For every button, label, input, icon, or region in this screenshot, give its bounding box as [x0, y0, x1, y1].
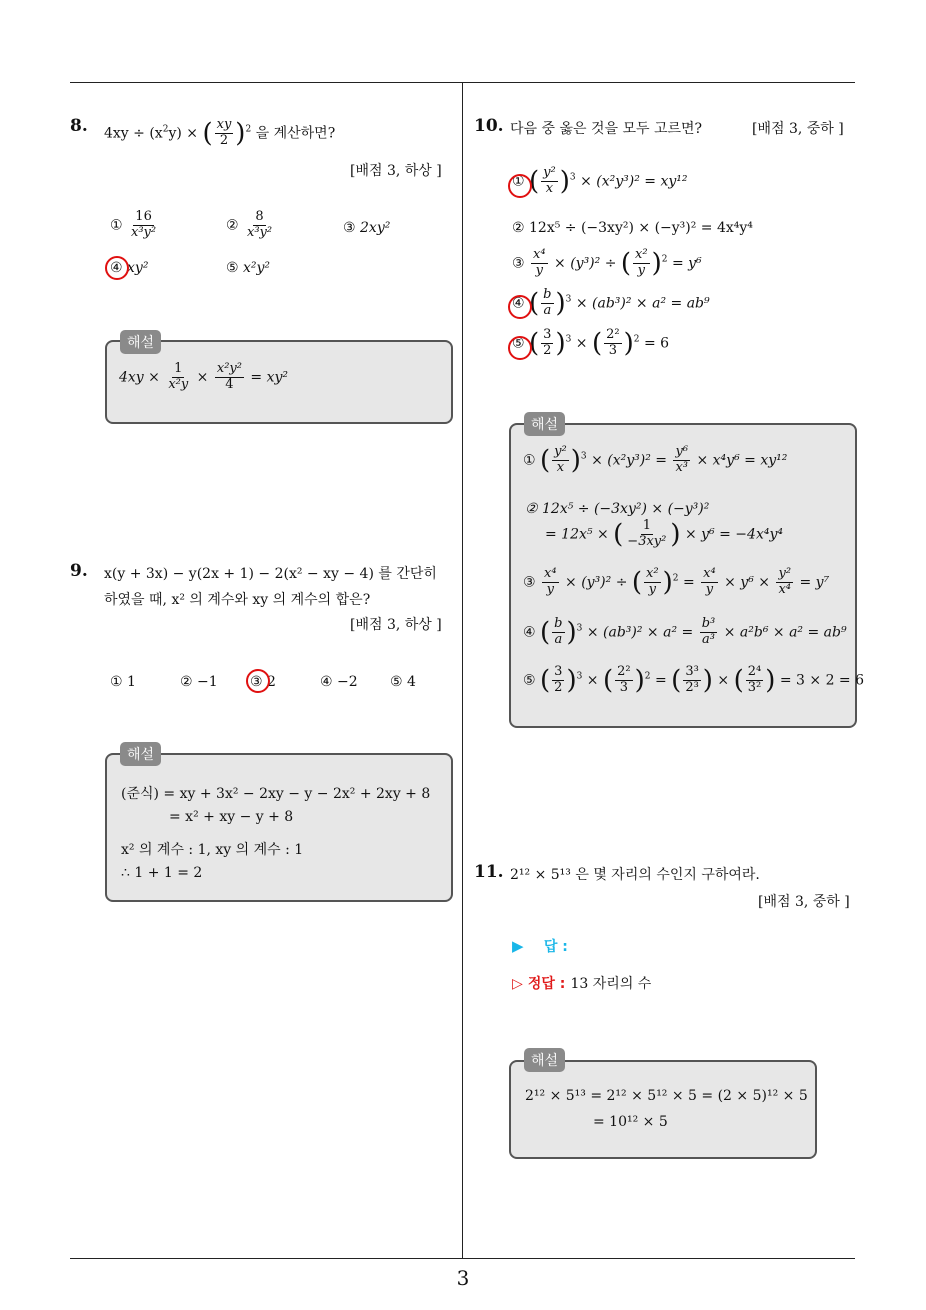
q10-option-2[interactable]: ② 12x⁵ ÷ (−3xy²) × (−y³)² = 4x⁴y⁴	[512, 220, 753, 236]
q9-solution-tag: 해설	[120, 742, 161, 766]
q9-solution-line-1: (준식) = xy + 3x² − 2xy − y − 2x² + 2xy + 8	[121, 786, 431, 802]
q11-number: 11.	[474, 862, 504, 882]
q9-option-1[interactable]: ① 1	[110, 674, 136, 690]
q10-solution-line-3: ③ $\frac{\text{x⁴}}{y}$ × (y³)² ÷ ( $\frac{\text{x²}}{y}$ )$^2$ = $\frac{\text{x⁴}}{y}$ × y⁶ × $\frac{\text{y²}}{\text{x⁴}}$ = y⁷	[523, 566, 830, 598]
q10-solution-line-5: ⑤ ( $\frac{3}{2}$ )$^3$ × ( $\frac{\text{2²}}{3}$ )$^2$ = ( $\frac{\text{3³}}{\text{2³}}$ ) × ( $\frac{\text{2⁴}}{\text{3²}}$ ) = 3 × 2 = 6	[523, 664, 865, 696]
q11-correct-row	[512, 973, 651, 993]
q10-solution-line-2b: = 12x⁵ × ( $\frac{1}{\text{−3xy²}}$ ) × y⁶ = −4x⁴y⁴	[545, 518, 783, 550]
q8-option-2[interactable]: ② $\frac{8}{\text{x³y²}}$	[226, 209, 273, 240]
q8-solution-line: 4xy × $\frac{1}{\text{x²y}}$ × $\frac{\text{x²y²}}{4}$ = xy²	[119, 361, 289, 392]
q10-answer-mark-5	[508, 336, 532, 360]
q9-solution-line-3: x² 의 계수 : 1, xy 의 계수 : 1	[121, 842, 304, 858]
q9-option-4[interactable]: ④ −2	[320, 674, 358, 690]
q9-solution-box	[105, 753, 453, 902]
q11-answer-row	[512, 936, 568, 956]
q9-answer-mark	[246, 669, 270, 693]
q10-option-1[interactable]: ① ( $\frac{\text{y²}}{x}$ )$^3$ × (x²y³)² = xy¹²	[512, 165, 688, 197]
q9-solution-line-2: = x² + xy − y + 8	[169, 809, 294, 825]
q9-option-5[interactable]: ⑤ 4	[390, 674, 416, 690]
bottom-rule	[70, 1258, 855, 1259]
q11-stem: 2¹² × 5¹³ 은 몇 자리의 수인지 구하여라.	[510, 867, 760, 883]
q10-stem: 다음 중 옳은 것을 모두 고르면?	[510, 121, 703, 137]
q10-number: 10.	[474, 116, 504, 136]
q8-option-1[interactable]: ① $\frac{16}{\text{x³y²}}$	[110, 209, 157, 240]
q11-correct-label: 정답 :	[527, 976, 566, 992]
outline-play-icon: ▷	[512, 976, 523, 992]
play-icon: ▶	[512, 937, 524, 955]
q9-score: [배점 3, 하상 ]	[350, 617, 442, 633]
q11-solution-box	[509, 1060, 817, 1159]
q8-option-3[interactable]: ③ 2xy²	[343, 220, 391, 236]
q9-option-3[interactable]: ③ 2	[250, 674, 276, 690]
q8-option-4[interactable]: ④ xy²	[110, 260, 149, 276]
q10-option-4[interactable]: ④ ( $\frac{b}{a}$ )$^3$ × (ab³)² × a² = ab⁹	[512, 287, 710, 319]
q8-answer-mark	[105, 256, 129, 280]
q10-option-3[interactable]: ③ $\frac{\text{x⁴}}{y}$ × (y³)² ÷ ( $\frac{\text{x²}}{y}$ )$^2$ = y⁶	[512, 247, 702, 279]
q10-solution-line-1: ① ( $\frac{\text{y²}}{x}$ )$^3$ × (x²y³)² = $\frac{\text{y⁶}}{\text{x³}}$ × x⁴y⁶ = xy¹²	[523, 444, 788, 476]
q9-solution-line-4: ∴ 1 + 1 = 2	[121, 865, 203, 881]
q10-solution-line-4: ④ ( $\frac{b}{a}$ )$^3$ × (ab³)² × a² = $\frac{\text{b³}}{\text{a³}}$ × a²b⁶ × a² = ab⁹	[523, 616, 847, 648]
q11-solution-line-1: 2¹² × 5¹³ = 2¹² × 5¹² × 5 = (2 × 5)¹² × 5	[525, 1088, 808, 1104]
q10-solution-tag: 해설	[524, 412, 565, 436]
q8-stem: $4xy \div (x^2y)$ × ( $\frac{xy}{2}$ )$^2$ 을 계산하면?	[104, 117, 336, 149]
page-number: 3	[456, 1266, 470, 1290]
q8-solution-tag: 해설	[120, 330, 161, 354]
q11-score: [배점 3, 중하 ]	[758, 894, 850, 910]
q10-solution-line-2a: ② 12x⁵ ÷ (−3xy²) × (−y³)²	[525, 501, 710, 517]
column-divider	[462, 83, 463, 1258]
q8-option-5[interactable]: ⑤ x²y²	[226, 260, 271, 276]
q10-answer-mark-1	[508, 174, 532, 198]
q10-solution-box	[509, 423, 865, 728]
q9-option-2[interactable]: ② −1	[180, 674, 218, 690]
q11-correct-value: 13 자리의 수	[570, 976, 652, 992]
q10-option-5[interactable]: ⑤ ( $\frac{3}{2}$ )$^3$ × ( $\frac{\text{2²}}{3}$ )$^2$ = 6	[512, 327, 670, 359]
q8-score: [배점 3, 하상 ]	[350, 163, 442, 179]
q9-number: 9.	[70, 561, 88, 581]
q11-solution-line-2: = 10¹² × 5	[593, 1114, 668, 1130]
q8-number: 8.	[70, 116, 88, 136]
q11-solution-tag: 해설	[524, 1048, 565, 1072]
q9-stem-line2: 하였을 때, x² 의 계수와 xy 의 계수의 합은?	[104, 592, 371, 608]
q11-answer-label: 답 :	[543, 939, 568, 955]
q10-answer-mark-4	[508, 295, 532, 319]
q10-score: [배점 3, 중하 ]	[752, 121, 844, 137]
q9-stem-line1: x(y + 3x) − y(2x + 1) − 2(x² − xy − 4) 를 간단히	[104, 566, 437, 582]
